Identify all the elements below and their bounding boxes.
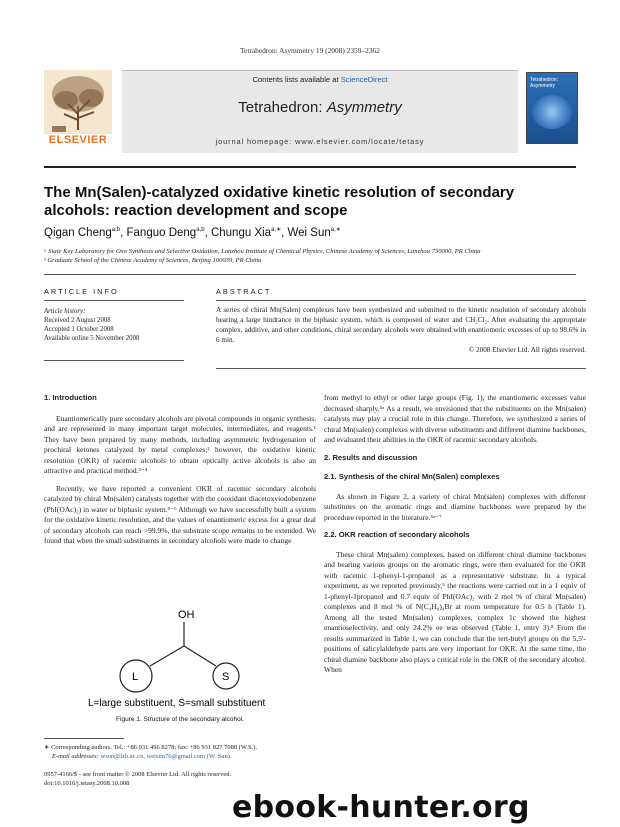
author-list: Qigan Cheng$^{a,b}$, Fanguo Deng$^{a,b}$, Chungu Xia$^{a,∗}$, Wei Sun$^{a,∗}$ [44, 226, 341, 239]
abstract [216, 305, 586, 355]
divider [216, 368, 586, 369]
doi-line[interactable]: doi:10.1016/j.tetasy.2008.10.008 [44, 780, 130, 787]
figure-legend: L=large substituent, S=small substituent [88, 698, 266, 709]
intro-paragraph-1: Enantiomerically pure secondary alcohols are pivotal compounds in organic synthesis, and are represented in many important target molecules, intermediates, and reagents.¹ They have been prepared by many methods, including asymmetric hydrogenation of prochiral ketones catalyzed by metal complexes;² however, the oxidative kinetic resolution (OKR) of racemic alcohols to obtain optically active alcohols is also an attractive and practical method.³⁻⁴ [44, 413, 316, 475]
cover-title: Tetrahedron: Asymmetry [530, 77, 559, 89]
cover-graphic [532, 95, 572, 129]
history-online: Available online 5 November 2008 [44, 335, 140, 342]
author: Fanguo Deng [126, 226, 197, 239]
journal-homepage[interactable]: journal homepage: www.elsevier.com/locate/tetasy [215, 137, 425, 146]
secondary-alcohol-structure [70, 600, 300, 710]
corresponding-author-note: ∗ Corresponding authors. Tel.: +86 931 496 8278; fax: +86 931 827 7088 (W.S.). E-mail addresses: wsun@lzb.ac.cn, weisun76@gmail.com (W. Sun). [44, 744, 258, 760]
divider [216, 300, 586, 301]
header-rule [44, 166, 576, 168]
divider [44, 360, 184, 361]
article-info-heading: ARTICLE INFO [44, 287, 119, 296]
author: Wei Sun [287, 226, 331, 239]
s-label: S [222, 671, 230, 683]
oh-label: OH [178, 609, 195, 621]
masthead [44, 70, 576, 160]
bond-l [150, 646, 184, 666]
abstract-heading: ABSTRACT [216, 287, 272, 296]
article-title: The Mn(Salen)-catalyzed oxidative kinetic resolution of secondary alcohols: reaction development and scope [44, 184, 515, 219]
publisher-wordmark: ELSEVIER [48, 134, 108, 146]
okr-paragraph: These chiral Mn(salen) complexes, based on different chiral diamine backbones and bearing various groups on the aromatic rings, were then evaluated for the OKR with racemic 1-phenyl-1-propanol as a representative substrate. In a typical experiment, as we reported previously,⁵ the reactions were carried out in a 1 equiv of 1-phenyl-1propanol and 0.7 equiv of PhI(OAc)₂ with 2 mol % of chiral Mn(salen) complexes and 8 mol % of N(C₄H₉)₄Br at room temperature for 0.5 h (Table 1). Among all the tested Mn(salen) complexes, complex 1c showed the highest enantioselectivity, and only 24.2% ee was observed (Table 1, entry 3).⁸ From the results summarized in Table 1, we can conclude that the tert-butyl groups on the 5,5′-positions of salicylaldehyde parts are very important for OKR. At the same time, the chiral diamine backbone also plays a critical role in the OKR of the secondary alcohol. When [324, 549, 586, 674]
watermark: ebook-hunter.org [232, 790, 530, 825]
history-accepted: Accepted 1 October 2008 [44, 326, 114, 333]
sciencedirect-link[interactable]: ScienceDirect [340, 75, 388, 84]
figure-caption: Figure 1. Structure of the secondary alcohol. [116, 716, 244, 723]
running-head: Tetrahedron: Asymmetry 19 (2008) 2359–2362 [240, 46, 380, 55]
article-history: Article history: Received 2 August 2008 Accepted 1 October 2008 Available online 5 November 2008 [44, 307, 184, 343]
divider [44, 274, 576, 275]
contents-line: Contents lists available at ScienceDirect [252, 75, 388, 84]
intro-paragraph-2: Recently, we have reported a convenient OKR of racemic secondary alcohols catalyzed by chiral Mn(salen) catalysts together with the cooxidant diacetoxyiodobenzene (PhI(OAc)₂) in water or biphasic system.⁵⁻⁶ Although we have successfully built a system for the oxidative kinetic resolution, and the values of enantiomeric excess for a great deal of secondary alcohols can reach >99.9%, the substrate scope remains to be extended. We found that when the small substituents in secondary alcohols were made to change [44, 483, 316, 545]
author: Qigan Cheng [44, 226, 112, 239]
left-column [44, 393, 316, 554]
subsection-heading-okr: 2.2. OKR reaction of secondary alcohols [324, 530, 470, 539]
affiliation-b: ᵇ Graduate School of the Chinese Academy of Sciences, Beijing 100039, PR China [44, 257, 262, 264]
right-paragraph-1: from methyl to ethyl or other large groups (Fig. 1), the enantiomeric excesses value decreased sharply.⁵ᵃ As a result, we envisioned that the substituents on the Mn(salen) catalysts may play a crucial role in this change. Therefore, we synthesized a series of chiral Mn(salen) complexes with diverse substituents and different diamine backbones, and evaluated their abilities in the OKR of racemic secondary alcohols. [324, 393, 586, 444]
affiliation-a: ᵃ State Key Laboratory for Oxo Synthesis and Selective Oxidation, Lanzhou Institute of Chemical Physics, Chinese Academy of Sciences, Lanzhou 730000, PR China [44, 248, 481, 255]
journal-cover [526, 72, 578, 144]
email-links[interactable]: wsun@lzb.ac.cn, weisun76@gmail.com (W. Sun). [100, 753, 232, 760]
synthesis-paragraph: As shown in Figure 2, a variety of chiral Mn(salen) complexes with different substitutes on the aromatic rings and diamine backbones were prepared by the procedure reported in the literature.⁵ᵃ⁻⁷ [324, 491, 586, 522]
l-label: L [132, 671, 139, 683]
abstract-text: A series of chiral Mn(Salen) complexes have been synthesized and submitted to the kinetic resolution of secondary alcohols bearing a large hindrance in the biphasic system, which is composed of water and CH₂Cl₂. After evaluating the appropriate complex, additive, and other conditions, chiral secondary alcohols were obtained with enantiomeric excesses of up to 98.6% in 6 min. [216, 306, 586, 344]
bond-s [184, 646, 216, 666]
footnote-rule [44, 738, 124, 739]
journal-banner [122, 70, 518, 153]
issn-line: 0957-4166/$ - see front matter © 2008 Elsevier Ltd. All rights reserved. [44, 771, 232, 778]
section-heading-results: 2. Results and discussion [324, 452, 418, 462]
right-column [324, 393, 586, 683]
journal-title: Tetrahedron: Asymmetry [238, 99, 402, 116]
divider [44, 300, 184, 301]
history-received: Received 2 August 2008 [44, 317, 111, 324]
figure-1 [70, 600, 300, 710]
author: Chungu Xia [210, 226, 272, 239]
section-heading-introduction: 1. Introduction [44, 393, 97, 402]
subsection-heading-synthesis: 2.1. Synthesis of the chiral Mn(Salen) complexes [324, 472, 500, 481]
elsevier-logo [44, 70, 112, 150]
abstract-copyright: © 2008 Elsevier Ltd. All rights reserved. [468, 346, 586, 354]
